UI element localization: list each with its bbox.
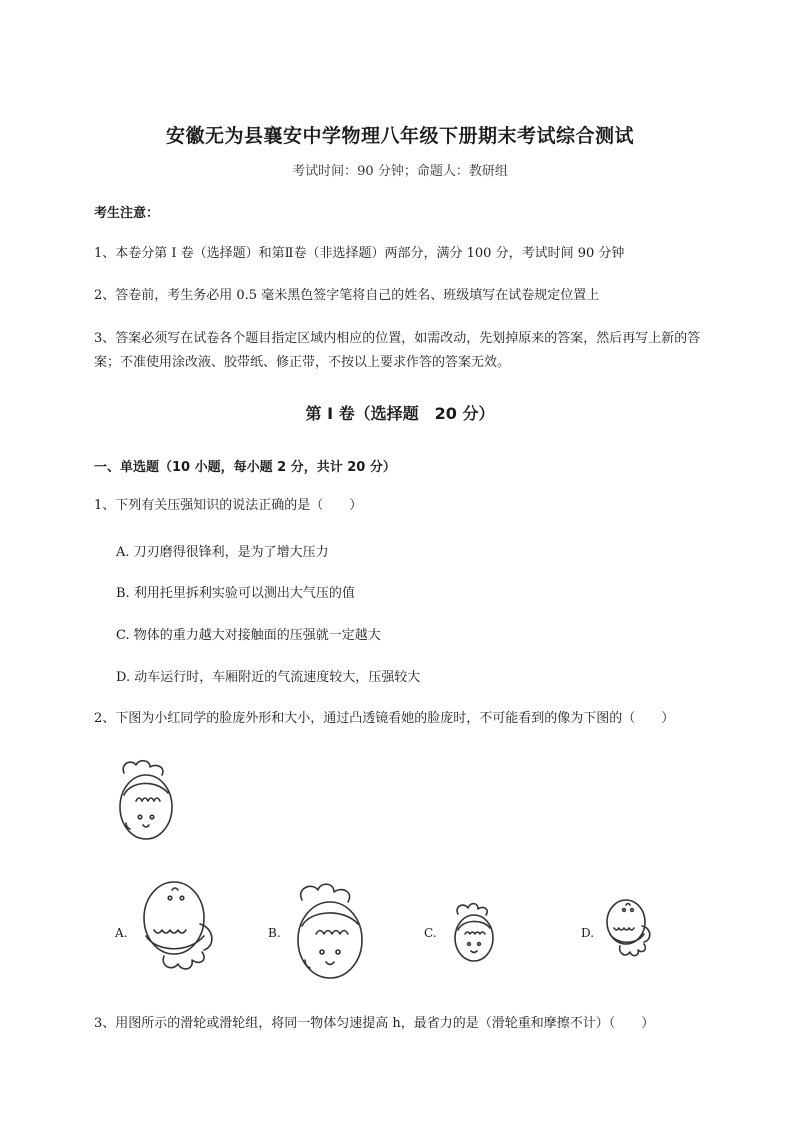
girl-face-inverted-small-icon [602, 896, 654, 960]
question-2-stem: 2、下图为小红同学的脸庞外形和大小，通过凸透镜看她的脸庞时，不可能看到的像为下图的（ ） [94, 711, 675, 726]
notice-item-2: 2、答卷前，考生务必用 0.5 毫米黑色签字笔将自己的姓名、班级填写在试卷规定位置上 [94, 288, 600, 303]
exam-subtitle: 考试时间：90 分钟；命题人：教研组 [292, 164, 508, 179]
question-1-option-a: A. 刀刃磨得很锋利，是为了增大压力 [116, 545, 329, 560]
girl-face-inverted-large-icon [134, 876, 220, 976]
figure-b-label: B. [268, 926, 281, 940]
page-title: 安徽无为县襄安中学物理八年级下册期末考试综合测试 [165, 125, 634, 147]
girl-face-original-icon [110, 755, 180, 845]
notice-heading: 考生注意： [94, 206, 160, 221]
part-heading: 一、单选题（10 小题，每小题 2 分，共计 20 分） [94, 460, 396, 475]
notice-item-3: 3、答案必须写在试卷各个题目指定区域内相应的位置，如需改动，先划掉原来的答案，然后再写上新的答案；不准使用涂改液、胶带纸、修正带，不按以上要求作答的答案无效。 [94, 331, 701, 370]
question-1-option-c: C. 物体的重力越大对接触面的压强就一定越大 [116, 628, 381, 643]
question-1-stem: 1、下列有关压强知识的说法正确的是（ ） [94, 498, 363, 513]
question-1-option-b: B. 利用托里拆利实验可以测出大气压的值 [116, 586, 355, 601]
question-3-stem: 3、用图所示的滑轮或滑轮组，将同一物体匀速提高 h，最省力的是（滑轮重和摩擦不计）（ ） [94, 1016, 655, 1031]
girl-face-upright-small-icon [448, 900, 500, 964]
figure-a-label: A. [115, 926, 128, 940]
section-title: 第 I 卷（选择题 20 分） [305, 404, 495, 423]
question-1-option-d: D. 动车运行时，车厢附近的气流速度较大，压强较大 [116, 670, 421, 685]
girl-face-upright-large-icon [288, 878, 372, 986]
notice-item-1: 1、本卷分第 I 卷（选择题）和第Ⅱ卷（非选择题）两部分，满分 100 分，考试时间 90 分钟 [94, 246, 625, 261]
figure-d-label: D. [581, 926, 595, 940]
figure-c-label: C. [424, 926, 437, 940]
